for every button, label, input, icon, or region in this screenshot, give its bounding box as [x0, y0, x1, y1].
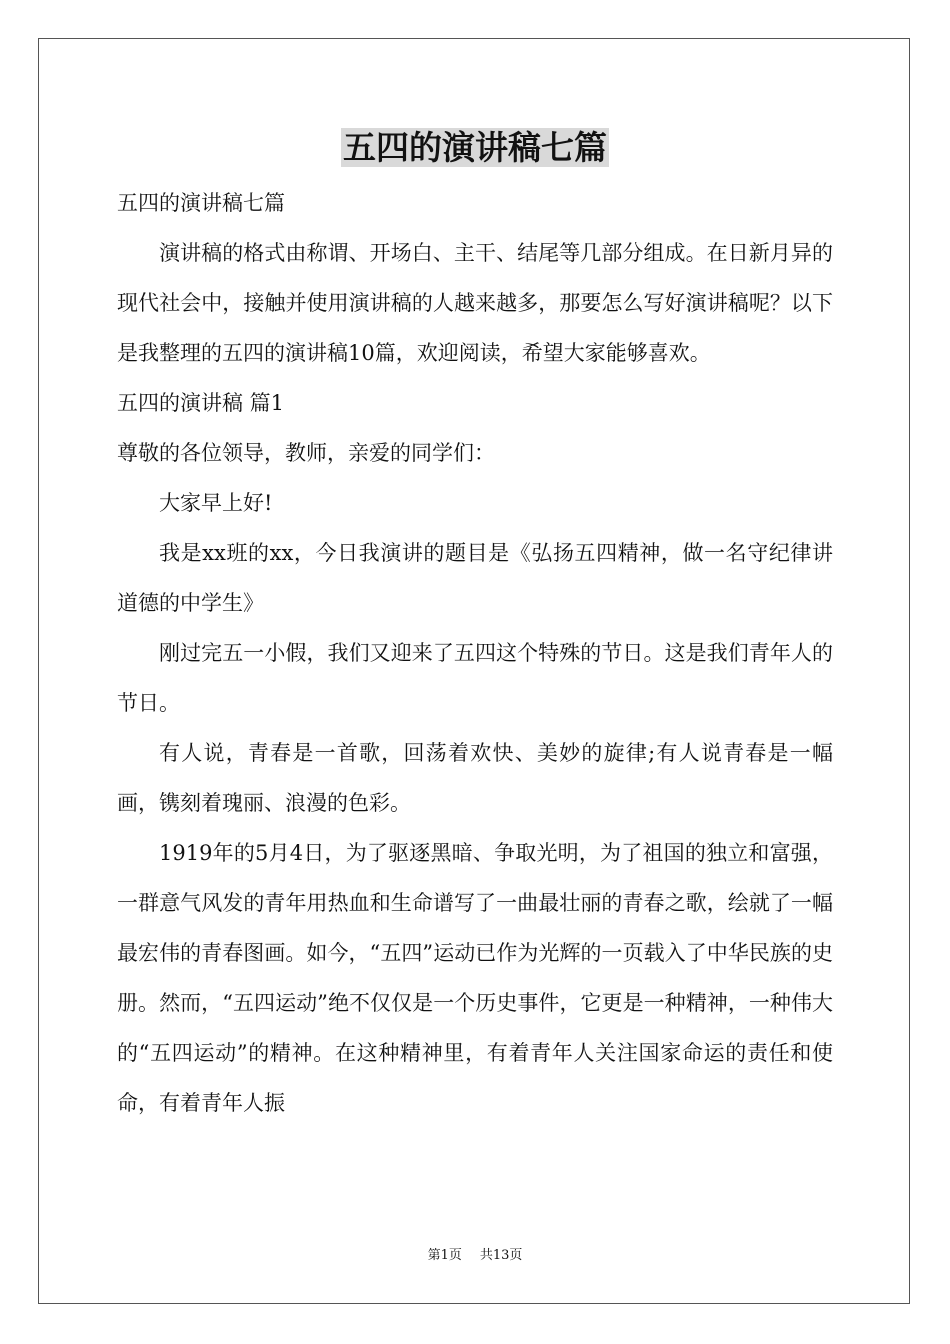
title-text: 五四的演讲稿七篇	[343, 128, 607, 167]
section-heading: 五四的演讲稿 篇1	[117, 391, 285, 415]
page-number: 第1页	[427, 1248, 462, 1263]
paragraph-subtitle: 五四的演讲稿七篇	[117, 191, 285, 215]
page-footer	[0, 1246, 950, 1266]
page-total: 共13页	[479, 1248, 523, 1263]
paragraph-salutation: 尊敬的各位领导，教师，亲爱的同学们：	[117, 441, 495, 465]
paragraph-topic: 我是xx班的xx，今日我演讲的题目是《弘扬五四精神，做一名守纪律讲道德的中学生》	[117, 541, 833, 615]
paragraph-intro: 演讲稿的格式由称谓、开场白、主干、结尾等几部分组成。在日新月异的现代社会中，接触并使用演讲稿的人越来越多，那要怎么写好演讲稿呢？以下是我整理的五四的演讲稿10篇，欢迎阅读，希望大家能够喜欢。	[117, 241, 833, 365]
document-title	[0, 125, 950, 171]
paragraph-history: 1919年的5月4日，为了驱逐黑暗、争取光明，为了祖国的独立和富强，一群意气风发的青年用热血和生命谱写了一曲最壮丽的青春之歌，绘就了一幅最宏伟的青春图画。如今，“五四”运动已作为光辉的一页载入了中华民族的史册。然而，“五四运动”绝不仅仅是一个历史事件，它更是一种精神，一种伟大的“五四运动”的精神。在这种精神里，有着青年人关注国家命运的责任和使命，有着青年人振	[117, 841, 833, 1115]
paragraph-youth: 有人说，青春是一首歌，回荡着欢快、美妙的旋律;有人说青春是一幅画，镌刻着瑰丽、浪漫的色彩。	[117, 741, 833, 815]
document-body	[117, 178, 833, 1128]
paragraph-greeting: 大家早上好!	[159, 491, 273, 515]
paragraph-holiday: 刚过完五一小假，我们又迎来了五四这个特殊的节日。这是我们青年人的节日。	[117, 641, 833, 715]
